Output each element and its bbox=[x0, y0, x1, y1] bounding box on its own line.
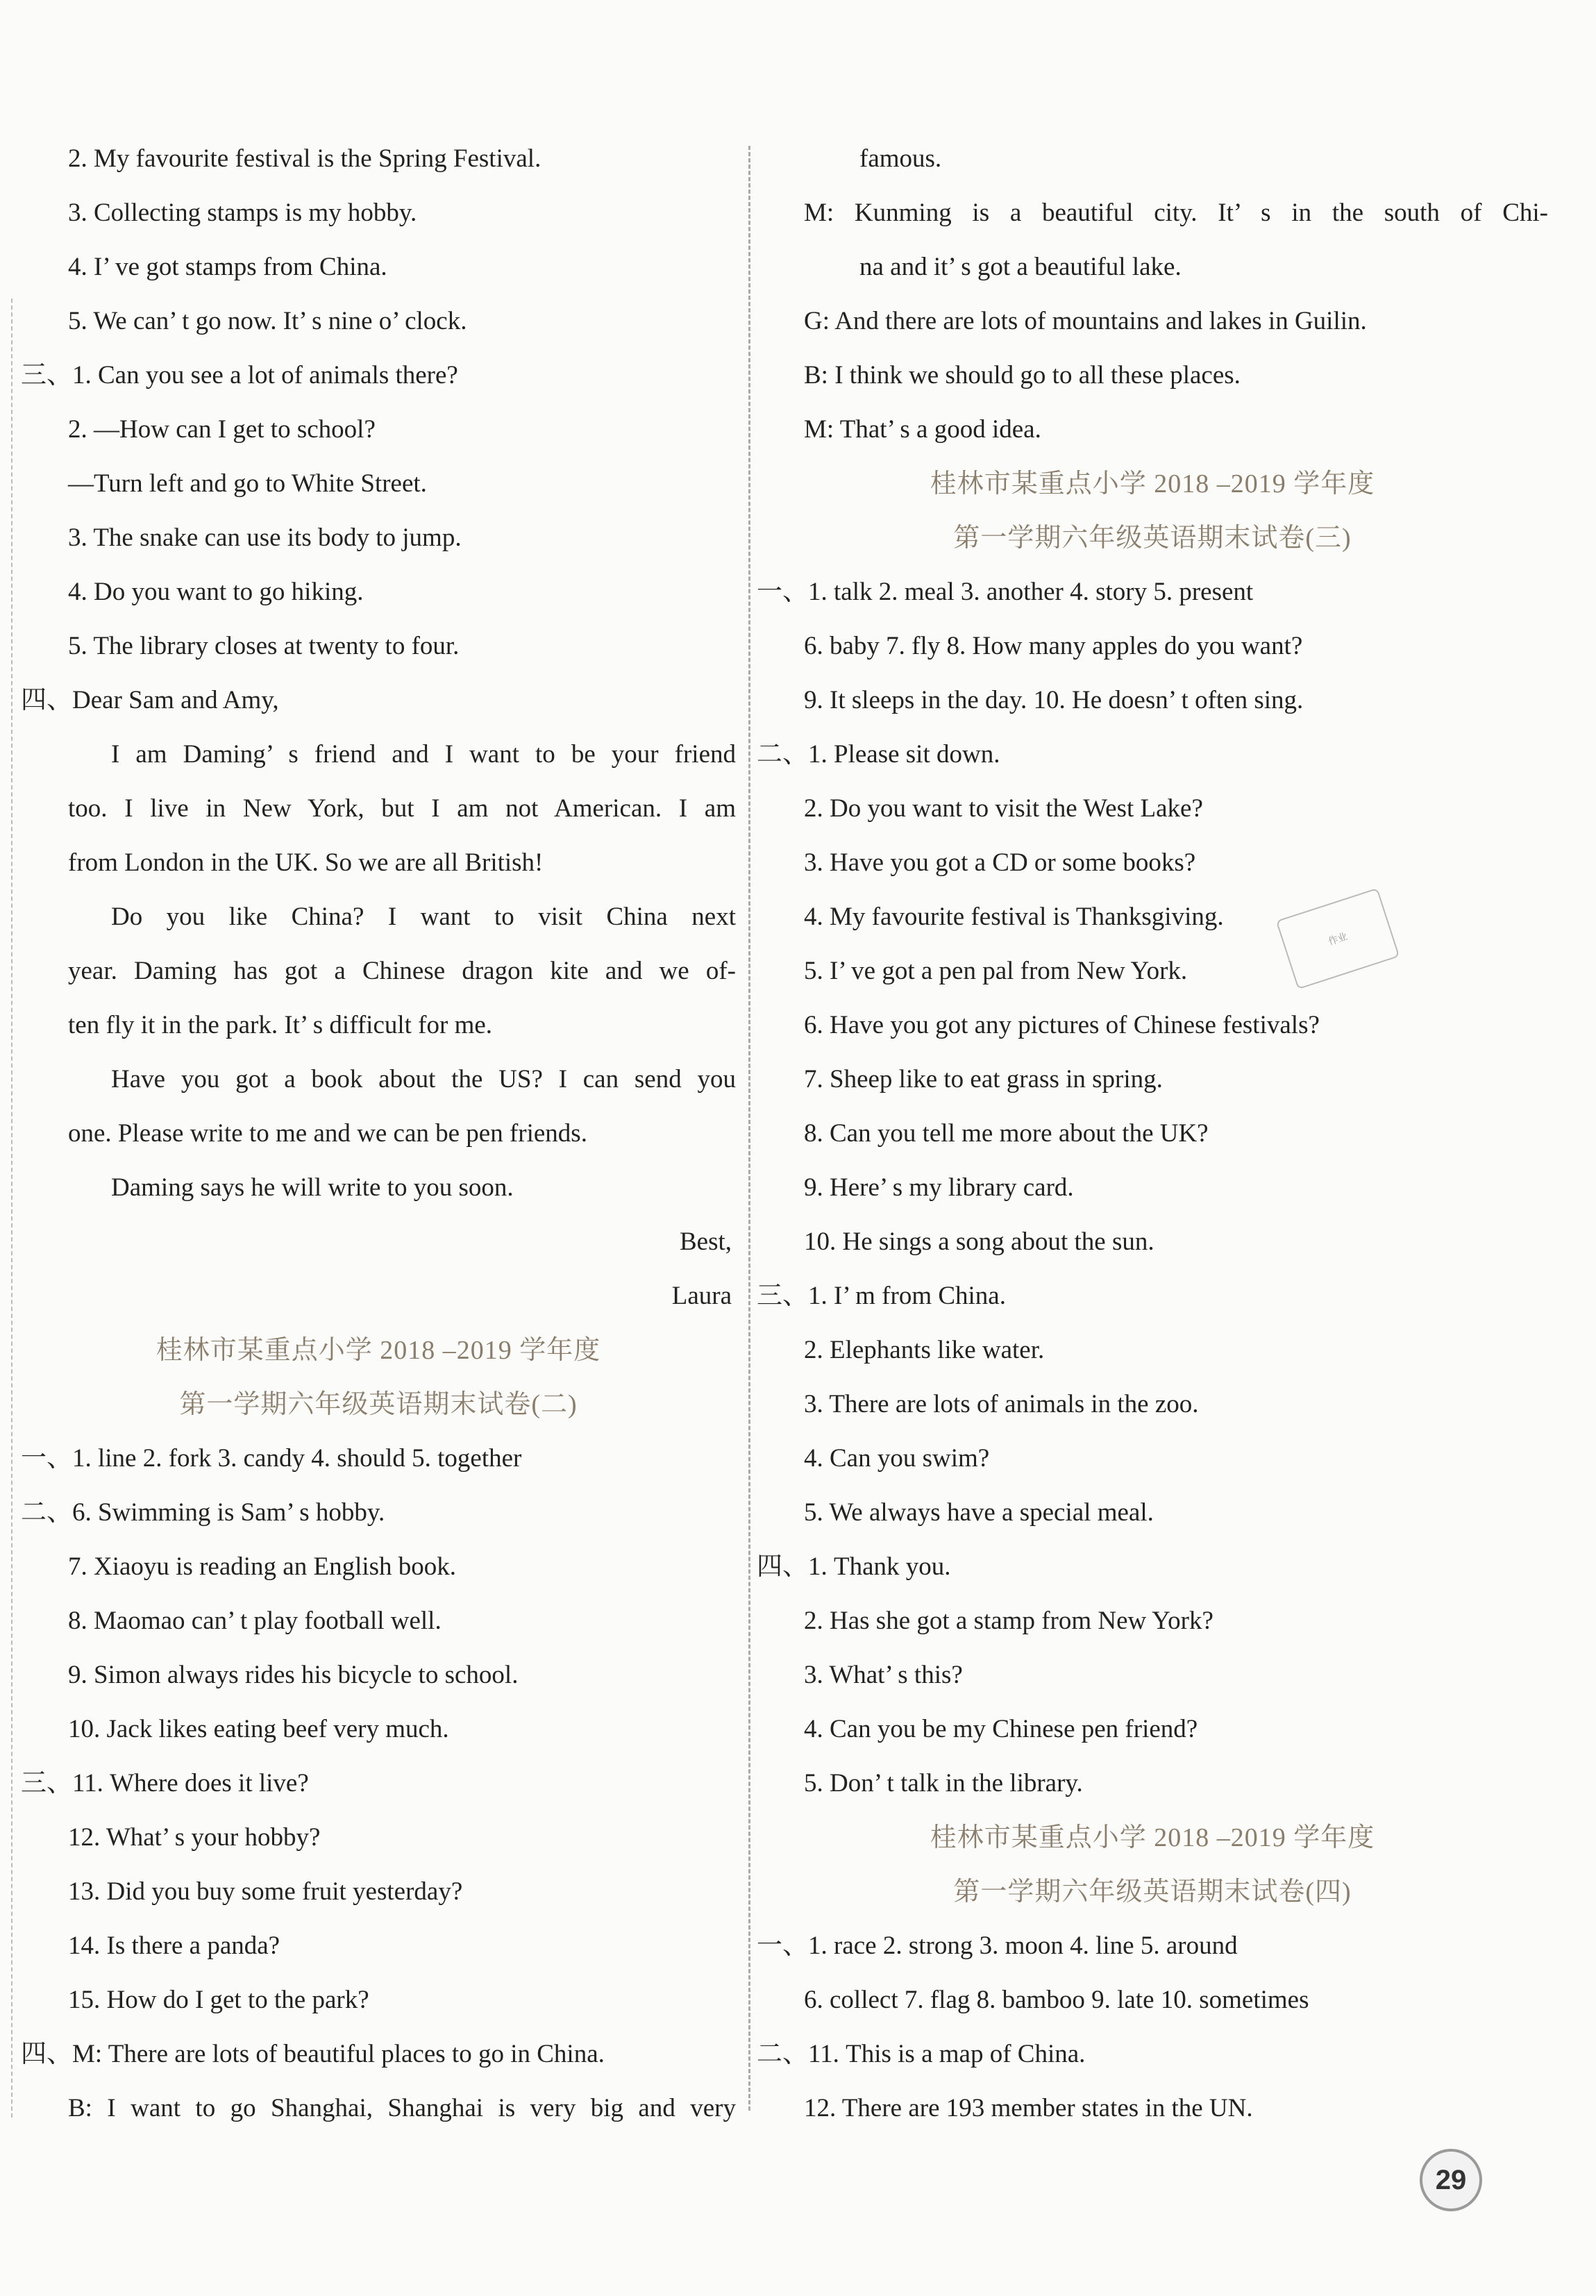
answer-line: 4. I’ ve got stamps from China. bbox=[68, 253, 387, 281]
answer-line: 6. collect 7. flag 8. bamboo 9. late 10. sometimes bbox=[804, 1986, 1309, 2014]
answer-line: 4. Can you be my Chinese pen friend? bbox=[804, 1715, 1198, 1743]
answer-line: 二、6. Swimming is Sam’ s hobby. bbox=[21, 1498, 385, 1527]
answer-line: 四、Dear Sam and Amy, bbox=[21, 686, 279, 714]
answer-line: 14. Is there a panda? bbox=[68, 1932, 280, 1960]
answer-line: 三、11. Where does it live? bbox=[21, 1769, 309, 1798]
answer-line: 3. Have you got a CD or some books? bbox=[804, 848, 1196, 877]
answer-line: 一、1. talk 2. meal 3. another 4. story 5. present bbox=[757, 578, 1254, 606]
left-column bbox=[21, 132, 736, 2136]
answer-line: Have you got a book about the US? I can send you bbox=[111, 1065, 736, 1093]
answer-line: 9. Simon always rides his bicycle to school. bbox=[68, 1661, 519, 1689]
answer-line: B: I want to go Shanghai, Shanghai is very big and very bbox=[68, 2094, 736, 2122]
answer-line: 7. Xiaoyu is reading an English book. bbox=[68, 1552, 457, 1581]
page-number-badge: 29 bbox=[1420, 2149, 1482, 2211]
answer-line: 4. Can you swim? bbox=[804, 1444, 990, 1473]
answer-line: 6. baby 7. fly 8. How many apples do you want? bbox=[804, 632, 1303, 660]
answer-line: G: And there are lots of mountains and lakes in Guilin. bbox=[804, 307, 1367, 335]
answer-line: 13. Did you buy some fruit yesterday? bbox=[68, 1877, 463, 1906]
answer-line: 5. We always have a special meal. bbox=[804, 1498, 1154, 1527]
answer-line: one. Please write to me and we can be pen friends. bbox=[68, 1119, 587, 1148]
answer-line: 9. It sleeps in the day. 10. He doesn’ t often sing. bbox=[804, 686, 1304, 714]
answer-line: too. I live in New York, but I am not American. I am bbox=[68, 794, 736, 823]
answer-line: 一、1. race 2. strong 3. moon 4. line 5. around bbox=[757, 1932, 1238, 1960]
answer-line: 2. —How can I get to school? bbox=[68, 415, 376, 444]
answer-line: 三、1. Can you see a lot of animals there? bbox=[21, 361, 458, 389]
answer-line: M: Kunming is a beautiful city. It’ s in the south of Chi- bbox=[804, 199, 1548, 227]
answer-line: 10. Jack likes eating beef very much. bbox=[68, 1715, 449, 1743]
answer-line: 2. Do you want to visit the West Lake? bbox=[804, 794, 1203, 823]
answer-line: 3. What’ s this? bbox=[804, 1661, 963, 1689]
answer-line: Best, bbox=[679, 1227, 732, 1256]
answer-line: famous. bbox=[859, 144, 942, 173]
answer-line: 6. Have you got any pictures of Chinese festivals? bbox=[804, 1011, 1320, 1039]
right-column bbox=[757, 132, 1548, 2136]
answer-line: 二、11. This is a map of China. bbox=[757, 2040, 1086, 2068]
answer-line: —Turn left and go to White Street. bbox=[68, 469, 427, 498]
section-title: 第一学期六年级英语期末试卷(二) bbox=[179, 1390, 578, 1419]
answer-line: 10. He sings a song about the sun. bbox=[804, 1227, 1154, 1256]
answer-line: 2. My favourite festival is the Spring Festival. bbox=[68, 144, 541, 173]
answer-line: 一、1. line 2. fork 3. candy 4. should 5. together bbox=[21, 1444, 522, 1473]
answer-line: 2. Has she got a stamp from New York? bbox=[804, 1607, 1213, 1635]
answer-line: 15. How do I get to the park? bbox=[68, 1986, 369, 2014]
answer-line: 12. There are 193 member states in the UN. bbox=[804, 2094, 1253, 2122]
answer-line: Daming says he will write to you soon. bbox=[111, 1173, 514, 1202]
answer-line: 9. Here’ s my library card. bbox=[804, 1173, 1074, 1202]
answer-line: 5. Don’ t talk in the library. bbox=[804, 1769, 1083, 1798]
answer-line: 4. Do you want to go hiking. bbox=[68, 578, 364, 606]
answer-line: from London in the UK. So we are all British! bbox=[68, 848, 544, 877]
answer-line: 三、1. I’ m from China. bbox=[757, 1282, 1006, 1310]
answer-line: Do you like China? I want to visit China next bbox=[111, 903, 736, 931]
section-title: 桂林市某重点小学 2018 –2019 学年度 bbox=[930, 1823, 1375, 1852]
answer-line: 5. We can’ t go now. It’ s nine o’ clock. bbox=[68, 307, 467, 335]
section-title: 第一学期六年级英语期末试卷(四) bbox=[953, 1877, 1352, 1907]
section-title: 桂林市某重点小学 2018 –2019 学年度 bbox=[930, 469, 1375, 498]
answer-line: 7. Sheep like to eat grass in spring. bbox=[804, 1065, 1163, 1093]
answer-line: 2. Elephants like water. bbox=[804, 1336, 1045, 1364]
answer-line: 四、1. Thank you. bbox=[757, 1552, 951, 1581]
answer-line: B: I think we should go to all these places. bbox=[804, 361, 1241, 389]
answer-line: 3. The snake can use its body to jump. bbox=[68, 523, 462, 552]
answer-line: year. Daming has got a Chinese dragon kite and we of- bbox=[68, 957, 736, 985]
section-title: 第一学期六年级英语期末试卷(三) bbox=[953, 523, 1352, 553]
answer-line: na and it’ s got a beautiful lake. bbox=[859, 253, 1182, 281]
left-margin-rule bbox=[11, 299, 12, 2118]
answer-line: 8. Can you tell me more about the UK? bbox=[804, 1119, 1209, 1148]
answer-line: 3. Collecting stamps is my hobby. bbox=[68, 199, 417, 227]
answer-line: 5. The library closes at twenty to four. bbox=[68, 632, 460, 660]
column-divider bbox=[748, 146, 750, 2111]
answer-line: 8. Maomao can’ t play football well. bbox=[68, 1607, 442, 1635]
answer-line: 12. What’ s your hobby? bbox=[68, 1823, 321, 1852]
answer-line: 四、M: There are lots of beautiful places to go in China. bbox=[21, 2040, 605, 2068]
answer-line: 5. I’ ve got a pen pal from New York. bbox=[804, 957, 1188, 985]
answer-line: I am Daming’ s friend and I want to be your friend bbox=[111, 740, 736, 769]
answer-line: 二、1. Please sit down. bbox=[757, 740, 1000, 769]
homework-stamp-icon: 作业 bbox=[1276, 888, 1400, 989]
answer-line: 3. There are lots of animals in the zoo. bbox=[804, 1390, 1199, 1418]
answer-line: Laura bbox=[671, 1282, 732, 1310]
answer-line: 4. My favourite festival is Thanksgiving. bbox=[804, 903, 1224, 931]
answer-line: ten fly it in the park. It’ s difficult for me. bbox=[68, 1011, 493, 1039]
answer-line: M: That’ s a good idea. bbox=[804, 415, 1041, 444]
section-title: 桂林市某重点小学 2018 –2019 学年度 bbox=[156, 1336, 601, 1365]
